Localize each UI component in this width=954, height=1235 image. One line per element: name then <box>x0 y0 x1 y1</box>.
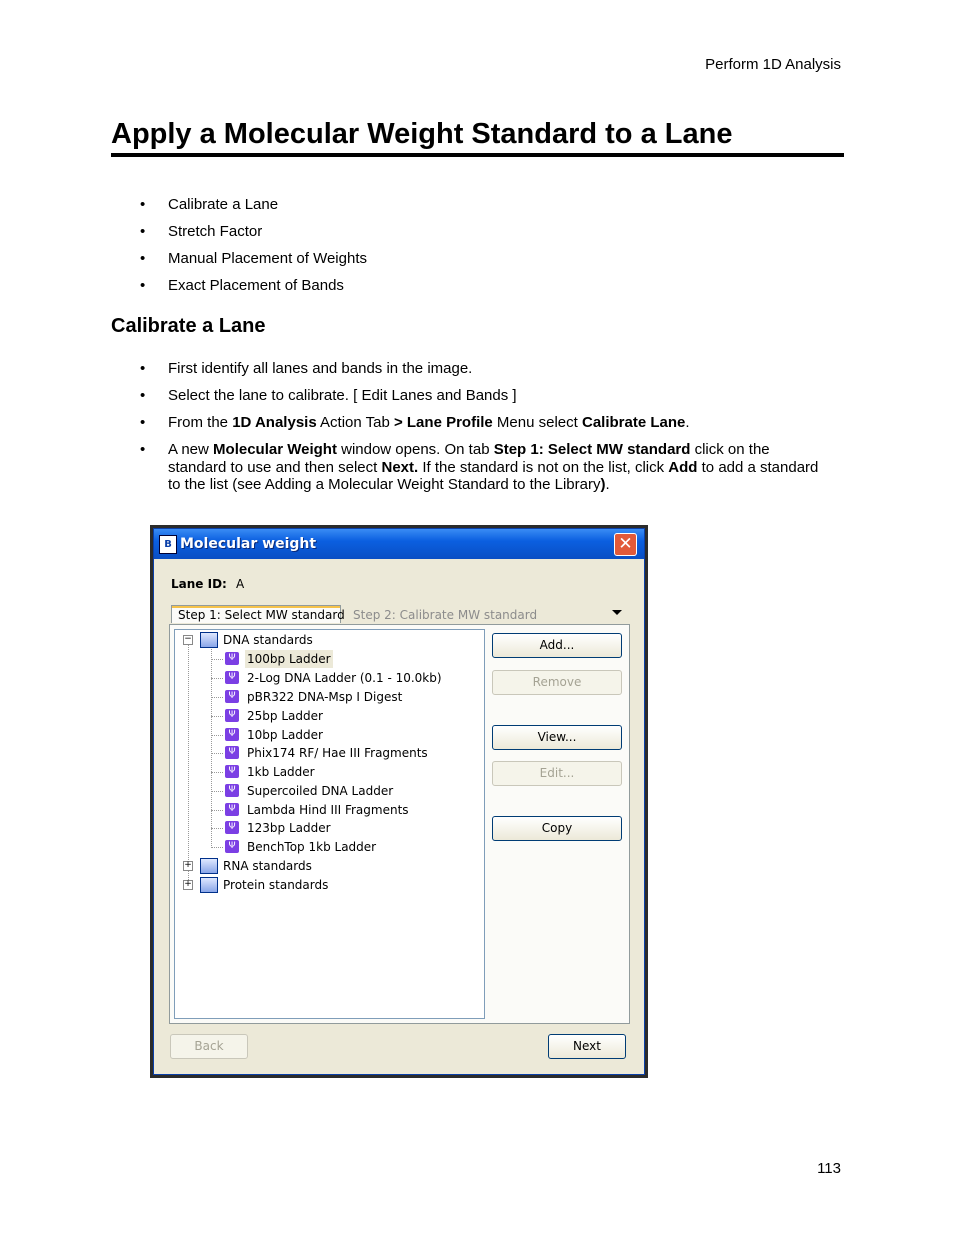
tree-item-label: 25bp Ladder <box>247 709 323 723</box>
tree-group-label: DNA standards <box>223 633 313 647</box>
tree-group-label: RNA standards <box>223 859 312 873</box>
ladder-icon: Ψ <box>225 840 239 853</box>
folder-icon <box>200 877 218 893</box>
ladder-icon: Ψ <box>225 821 239 834</box>
tree-item-label: 100bp Ladder <box>247 652 331 666</box>
toc-item[interactable]: • Stretch Factor <box>140 223 828 241</box>
ladder-icon: Ψ <box>225 728 239 741</box>
folder-icon <box>200 858 218 874</box>
close-icon[interactable]: ✕ <box>614 533 637 556</box>
page-number: 113 <box>817 1160 841 1177</box>
tree-group-label: Protein standards <box>223 878 329 892</box>
ladder-icon: Ψ <box>225 746 239 759</box>
tree-item-label: 1kb Ladder <box>247 765 315 779</box>
lane-id-value: A <box>236 577 245 591</box>
running-head: Perform 1D Analysis <box>705 56 841 73</box>
chevron-down-icon[interactable] <box>612 610 622 615</box>
ladder-icon: Ψ <box>225 690 239 703</box>
tab-panel <box>169 624 630 1024</box>
add-button[interactable]: Add... <box>492 633 622 658</box>
back-button[interactable]: Back <box>170 1034 248 1059</box>
dialog-title: Molecular weight <box>180 536 317 552</box>
ladder-icon: Ψ <box>225 652 239 665</box>
toc-item[interactable]: • Manual Placement of Weights <box>140 250 828 268</box>
ladder-icon: Ψ <box>225 765 239 778</box>
view-button[interactable]: View... <box>492 725 622 750</box>
toc-item[interactable]: • Exact Placement of Bands <box>140 277 828 295</box>
tree-item-label: 10bp Ladder <box>247 728 323 742</box>
step-4: • A new Molecular Weight window opens. On tab Step 1: Select MW standard click on the standard to use and then select Next. If the standard is not on the list, click Add to add a standard to the list (see Adding a Molecular Weight Standard to the Library). <box>140 441 828 494</box>
toc-item[interactable]: • Calibrate a Lane <box>140 196 828 214</box>
copy-button[interactable]: Copy <box>492 816 622 841</box>
expand-icon[interactable]: + <box>184 879 192 889</box>
edit-button[interactable]: Edit... <box>492 761 622 786</box>
next-button[interactable]: Next <box>548 1034 626 1059</box>
ladder-icon: Ψ <box>225 671 239 684</box>
step-3: • From the 1D Analysis Action Tab > Lane Profile Menu select Calibrate Lane. <box>140 414 828 432</box>
dialog-titlebar[interactable] <box>154 529 644 559</box>
tree-line <box>188 644 189 888</box>
collapse-icon[interactable]: − <box>184 634 192 644</box>
tree-item-label: Lambda Hind III Fragments <box>247 803 409 817</box>
step-1: • First identify all lanes and bands in the image. <box>140 360 828 378</box>
lane-id-label: Lane ID: <box>171 577 227 591</box>
tab-step-1[interactable]: Step 1: Select MW standard <box>171 605 341 623</box>
tree-item-label: BenchTop 1kb Ladder <box>247 840 377 854</box>
ladder-icon: Ψ <box>225 803 239 816</box>
remove-button[interactable]: Remove <box>492 670 622 695</box>
folder-icon <box>200 632 218 648</box>
ladder-icon: Ψ <box>225 709 239 722</box>
tree-line <box>211 646 212 846</box>
standards-tree[interactable] <box>174 629 485 1019</box>
toc-list <box>140 196 828 304</box>
molecular-weight-dialog-screenshot <box>150 525 648 1078</box>
ladder-icon: Ψ <box>225 784 239 797</box>
page-title: Apply a Molecular Weight Standard to a Lane <box>111 118 844 157</box>
tree-item-label: 123bp Ladder <box>247 821 331 835</box>
app-icon: B <box>159 535 177 554</box>
tree-item-label: 2-Log DNA Ladder (0.1 - 10.0kb) <box>247 671 442 685</box>
tab-step-2[interactable]: Step 2: Calibrate MW standard <box>353 608 538 622</box>
tree-item-label: pBR322 DNA-Msp I Digest <box>247 690 403 704</box>
tree-item-label: Phix174 RF/ Hae III Fragments <box>247 746 428 760</box>
expand-icon[interactable]: + <box>184 860 192 870</box>
steps-list <box>140 360 828 503</box>
tree-item-label: Supercoiled DNA Ladder <box>247 784 394 798</box>
step-2: • Select the lane to calibrate. [ Edit Lanes and Bands ] <box>140 387 828 405</box>
section-heading: Calibrate a Lane <box>111 315 266 337</box>
